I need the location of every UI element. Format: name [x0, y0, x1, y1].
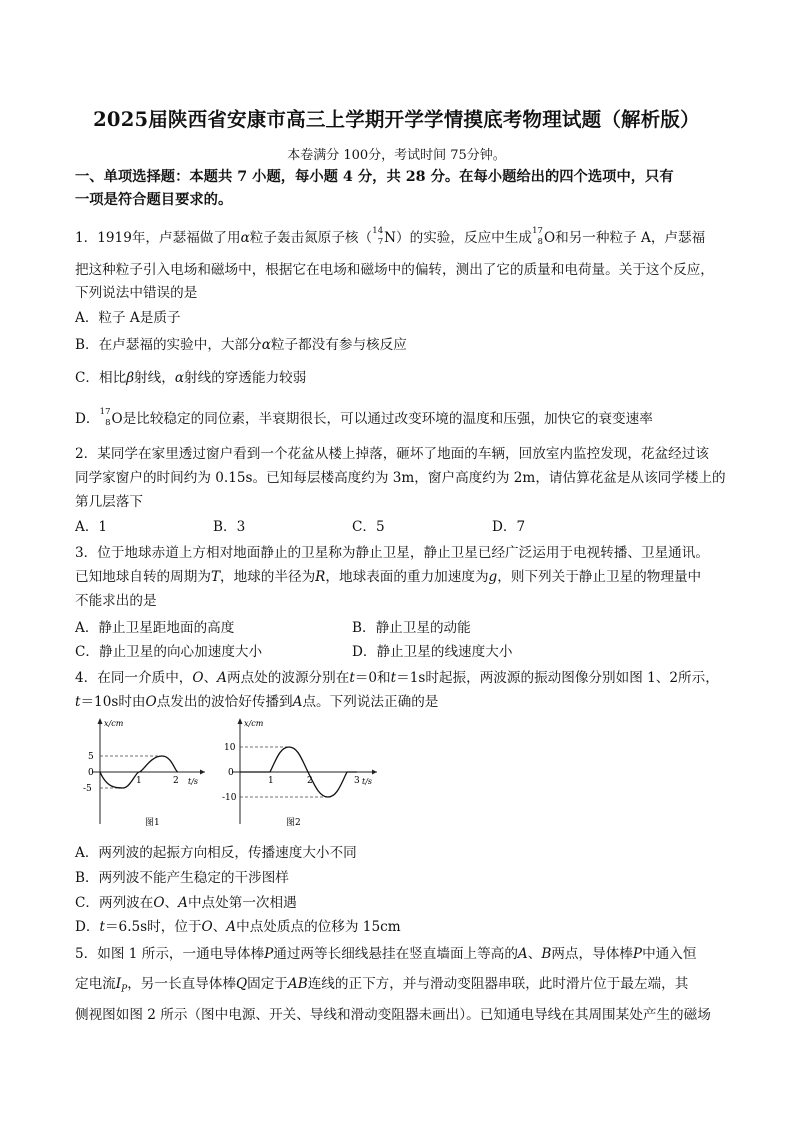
q5-text: 定电流 — [75, 976, 116, 992]
q1-option-c — [75, 366, 306, 386]
q5-text: 两点，导体棒 — [551, 946, 633, 962]
q1-text: 1．1919年，卢瑟福做了用 — [75, 230, 241, 246]
var-A: A — [517, 946, 528, 962]
x-axis-arrow-icon — [200, 770, 205, 775]
var-A: A — [178, 895, 188, 911]
oxygen-isotope — [99, 406, 112, 428]
x-axis-label: t/s — [188, 777, 199, 786]
var-g: g — [488, 569, 498, 585]
option-text: 射线， — [134, 370, 175, 386]
var-O: O — [192, 670, 204, 686]
tick-y: -10 — [222, 793, 237, 803]
y-axis-arrow-icon — [238, 718, 243, 724]
q2-option-d: D．7 — [492, 519, 526, 535]
element-symbol: O — [543, 230, 556, 246]
x-axis-arrow-icon — [372, 770, 377, 775]
option-text: 中点处质点的位移为 15cm — [236, 919, 401, 935]
mass-number: 17 — [532, 225, 543, 236]
option-text: 中点处第一次相遇 — [187, 895, 297, 911]
q3-line2 — [75, 565, 701, 585]
q5-text: 通过两等长细线悬挂在竖直墙面上等高的 — [273, 946, 518, 962]
var-AB: AB — [287, 976, 308, 992]
q5-text: 连线的正下方，并与滑动变阻器串联，此时滑片位于最左端，其 — [307, 976, 689, 992]
figure-2-vibration-graph — [222, 714, 382, 834]
atomic-number: 7 — [377, 236, 384, 247]
var-t: t — [349, 670, 355, 686]
q4-text: ＝10s时由 — [80, 694, 146, 710]
subscript-P: P — [121, 984, 128, 995]
q4-option-a: A．两列波的起振方向相反，传播速度大小不同 — [75, 845, 357, 861]
var-A: A — [226, 919, 237, 935]
var-t: t — [390, 670, 397, 686]
q3-option-d: D．静止卫星的线速度大小 — [352, 644, 513, 660]
q5-text: 固定于 — [247, 976, 288, 992]
mass-number: 17 — [99, 406, 111, 417]
q5-line2 — [75, 972, 688, 995]
option-text: 、 — [212, 919, 227, 935]
section-heading-line1: 一、单项选择题：本题共 7 小题，每小题 4 分，共 28 分。在每小题给出的四个选项中，只有 — [75, 169, 674, 185]
q5-line3: 侧视图如图 2 所示（图中电源、开关、导线和滑动变阻器未画出）。已知通电导线在其周围某处产生的磁场 — [75, 1007, 711, 1023]
q4-text: 点发出的波恰好传播到 — [156, 694, 293, 710]
q3-option-c: C．静止卫星的向心加速度大小 — [75, 644, 263, 660]
q2-line2: 同学家窗户的时间约为 0.15s。已知每层楼高度约为 3m，窗户高度约为 2m，请估算花盆是从该同学楼上的 — [75, 470, 726, 486]
q3-text: ，地球的半径为 — [220, 569, 316, 585]
oxygen-isotope — [532, 225, 544, 247]
var-t: t — [75, 694, 81, 710]
tick-y: 10 — [224, 743, 236, 753]
var-P: P — [632, 946, 643, 962]
q5-line1 — [75, 942, 696, 962]
option-text: D． — [75, 919, 100, 935]
q2-option-a: A．1 — [75, 519, 108, 535]
figure-caption: 图2 — [286, 818, 301, 828]
var-A: A — [292, 694, 303, 710]
exam-info: 本卷满分 100分，考试时间 75分钟。 — [287, 148, 506, 163]
q4-option-c — [75, 891, 297, 911]
q1-line3: 下列说法中错误的是 — [75, 285, 198, 301]
var-Q: Q — [235, 976, 248, 992]
tick-x: 3 — [354, 776, 360, 786]
option-text: 粒子都没有参与核反应 — [270, 337, 407, 353]
tick-y: 5 — [88, 752, 94, 762]
q4-text: ＝1s时起振，两波源的振动图像分别如图 1、2所示， — [396, 670, 719, 686]
option-text: O是比较稳定的同位素，半衰期很长，可以通过改变环境的温度和压强，加快它的衰变速率 — [111, 411, 653, 427]
q1-text: 粒子轰击氮原子核（ — [249, 230, 373, 246]
figure-1-vibration-graph — [80, 714, 210, 834]
var-P: P — [264, 946, 274, 962]
tick-x: 1 — [136, 776, 142, 786]
q4-text: 4．在同一介质中， — [75, 670, 193, 686]
atomic-number: 8 — [537, 236, 543, 247]
q4-option-b: B．两列波不能产生稳定的干涉图样 — [75, 870, 289, 886]
var-t: t — [99, 919, 105, 935]
q3-line3: 不能求出的是 — [75, 593, 157, 609]
y-axis-label: x/cm — [104, 719, 124, 728]
q4-option-d — [75, 915, 401, 935]
var-O: O — [153, 895, 165, 911]
q5-text: ，另一长直导体棒 — [127, 976, 236, 992]
q1-option-b — [75, 333, 407, 353]
nitrogen-isotope — [372, 225, 384, 247]
q4-text: ＝0和 — [354, 670, 391, 686]
q3-text: ，地球表面的重力加速度为 — [325, 569, 489, 585]
q1-text: 和另一种粒子 A，卢瑟福 — [555, 230, 706, 246]
q3-option-b: B．静止卫星的动能 — [352, 620, 471, 636]
page-title: 2025届陕西省安康市高三上学期开学学情摸底考物理试题（解析版） — [93, 108, 700, 131]
q3-text: 已知地球自转的周期为 — [75, 569, 211, 585]
var-T: T — [210, 569, 221, 585]
q3-line1: 3．位于地球赤道上方相对地面静止的卫星称为静止卫星，静止卫星已经广泛运用于电视转播、卫星通讯。 — [75, 545, 709, 561]
option-text: ＝6.5s时，位于 — [104, 919, 202, 935]
option-text: 射线的穿透能力较弱 — [184, 370, 307, 386]
q4-text: 点。下列说法正确的是 — [302, 694, 439, 710]
tick-y: 0 — [228, 768, 234, 778]
var-R: R — [315, 569, 326, 585]
var-B: B — [541, 946, 552, 962]
q1-line1 — [75, 226, 705, 246]
tick-x: 2 — [173, 776, 179, 786]
q2-option-c: C．5 — [352, 519, 385, 535]
q1-line2: 把这种粒子引入电场和磁场中，根据它在电场和磁场中的偏转，测出了它的质量和电荷量。关于这个反应， — [75, 262, 714, 278]
q2-line1: 2．某同学在家里透过窗户看到一个花盆从楼上掉落，砸坏了地面的车辆，回放室内监控发现，花盆经过该 — [75, 446, 709, 462]
y-axis-arrow-icon — [98, 718, 103, 724]
section-heading-line2: 一项是符合题目要求的。 — [75, 192, 233, 208]
q4-text: 、 — [203, 670, 218, 686]
tick-y: -5 — [83, 784, 92, 794]
q5-text: 5．如图 1 所示，一通电导体棒 — [75, 946, 265, 962]
element-symbol: N — [384, 230, 397, 246]
option-text: 、 — [164, 895, 179, 911]
section-heading — [75, 166, 725, 212]
q1-text: ）的实验，反应中生成 — [396, 230, 532, 246]
y-axis-label: x/cm — [244, 719, 264, 728]
q2-option-b: B．3 — [213, 519, 246, 535]
alpha-symbol: α — [261, 337, 271, 353]
q5-text: 、 — [527, 946, 542, 962]
x-axis-label: t/s — [362, 777, 373, 786]
option-text: B．在卢瑟福的实验中，大部分 — [75, 337, 262, 353]
var-O: O — [145, 694, 157, 710]
q4-text: 两点处的波源分别在 — [226, 670, 350, 686]
option-text: C．两列波在 — [75, 895, 154, 911]
q5-text: 中通入恒 — [642, 946, 697, 962]
option-text: C．相比 — [75, 370, 127, 386]
var-A: A — [217, 670, 227, 686]
tick-y: 0 — [88, 768, 94, 778]
tick-x: 2 — [307, 776, 313, 786]
q2-line3: 第几层落下 — [75, 494, 143, 510]
figure-caption: 图1 — [145, 818, 160, 828]
beta-symbol: β — [126, 370, 135, 386]
q4-line1 — [75, 666, 719, 686]
var-O: O — [201, 919, 213, 935]
q1-option-d — [75, 407, 653, 427]
q3-option-a: A．静止卫星距地面的高度 — [75, 620, 235, 636]
atomic-number: 8 — [105, 417, 111, 428]
alpha-symbol: α — [174, 370, 185, 386]
var-I: I — [115, 976, 122, 992]
q3-text: ，则下列关于静止卫星的物理量中 — [497, 569, 702, 585]
q4-line2 — [75, 690, 438, 710]
q1-option-a: A．粒子 A是质子 — [75, 310, 181, 326]
alpha-symbol: α — [240, 230, 250, 246]
mass-number: 14 — [372, 225, 384, 236]
option-text: D． — [75, 411, 100, 427]
tick-x: 1 — [268, 776, 274, 786]
